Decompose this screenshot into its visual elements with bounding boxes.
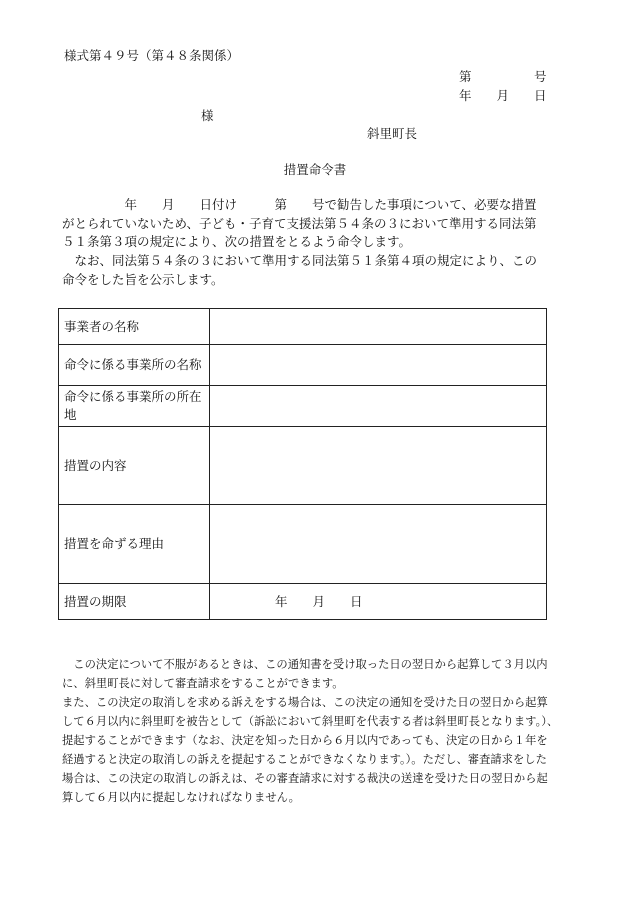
row-value (210, 309, 547, 345)
order-details-table (58, 308, 547, 620)
form-number: 様式第４９号（第４８条関係） (64, 48, 240, 63)
row-label: 措置の内容 (59, 427, 210, 505)
notice-line: また、この決定の取消しを求める訴えをする場合は、この決定の通知を受けた日の翌日から起算 (62, 696, 548, 709)
document-date: 年 月 日 (459, 88, 547, 103)
deadline-date: 年 月 日 (275, 593, 363, 609)
table-row (59, 309, 547, 345)
paragraph-line: ５１条第３項の規定により、次の措置をとるよう命令します。 (62, 234, 412, 249)
addressee: 様 (201, 108, 214, 123)
table-row (59, 584, 547, 620)
notice-line: この決定について不服があるときは、この通知書を受け取った日の翌日から起算して３月以内 (62, 658, 548, 671)
notice-line: に、斜里町長に対して審査請求をすることができます。 (62, 677, 344, 690)
row-label: 措置の期限 (59, 584, 210, 620)
table-row (59, 345, 547, 386)
table-row (59, 505, 547, 584)
row-value (210, 505, 547, 584)
row-value (210, 427, 547, 505)
row-label: 事業者の名称 (59, 309, 210, 345)
row-label: 措置を命ずる理由 (59, 505, 210, 584)
paragraph-line: 年 月 日付け 第 号で勧告した事項について、必要な措置 (62, 197, 537, 212)
table-row (59, 386, 547, 427)
row-label: 命令に係る事業所の所在地 (59, 386, 210, 427)
notice-line: 経過すると決定の取消しの訴えを提起することができなくなります。）。ただし、審査請求をした (62, 753, 547, 766)
notice-line: 提起することができます（なお、決定を知った日から６月以内であっても、決定の日から１年を (62, 734, 548, 747)
appeal-notice (62, 655, 574, 807)
document-number: 第 号 (459, 69, 547, 84)
row-value (210, 386, 547, 427)
paragraph-line: 命令をした旨を公示します。 (62, 271, 224, 287)
paragraph-line: なお、同法第５４条の３において準用する同法第５１条第４項の規定により、この (62, 253, 538, 268)
order-paragraph (62, 196, 572, 252)
row-value (210, 345, 547, 386)
publication-paragraph (62, 252, 572, 289)
notice-line: 場合は、この決定の取消しの訴えは、その審査請求に対する裁決の送達を受けた日の翌日から起 (62, 772, 548, 785)
row-label: 命令に係る事業所の名称 (59, 345, 210, 386)
issuer: 斜里町長 (367, 126, 418, 141)
notice-line: 算して６月以内に提起しなければなりません。 (62, 791, 300, 804)
row-value (210, 584, 547, 620)
document-title: 措置命令書 (283, 162, 347, 177)
paragraph-line: がとられていないため、子ども・子育て支援法第５４条の３において準用する同法第 (62, 215, 537, 231)
table-row (59, 427, 547, 505)
notice-line: して６月以内に斜里町を被告として（訴訟において斜里町を代表する者は斜里町長となります。）、 (62, 715, 559, 728)
